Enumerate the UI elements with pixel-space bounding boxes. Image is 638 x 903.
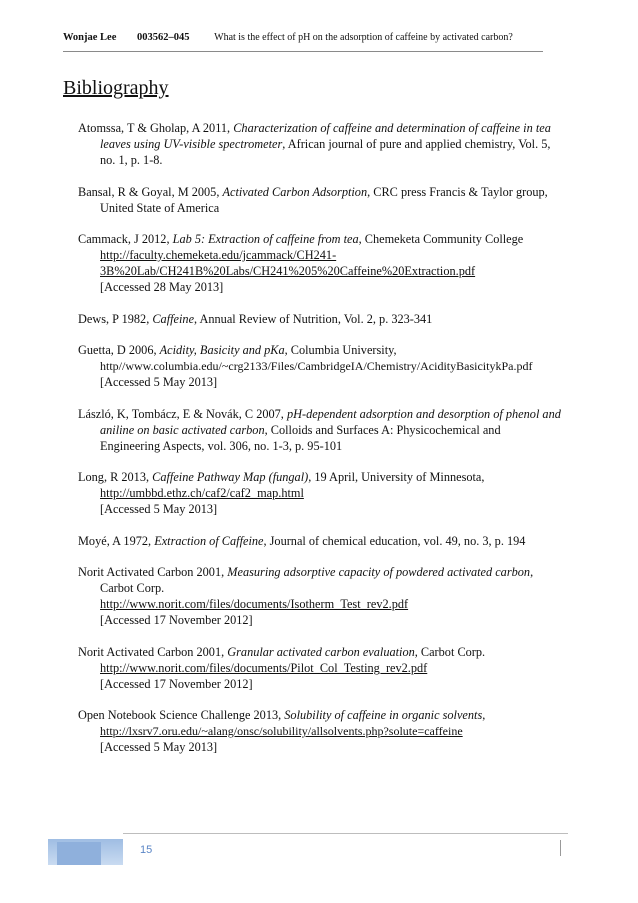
reference-accessed: [Accessed 28 May 2013] bbox=[100, 280, 224, 294]
reference-details: , Columbia University, bbox=[284, 343, 397, 357]
reference-link[interactable]: http://www.norit.com/files/documents/Isotherm_Test_rev2.pdf bbox=[100, 597, 409, 611]
reference-entry bbox=[78, 184, 563, 216]
reference-entry bbox=[78, 311, 563, 327]
reference-title: Characterization of caffeine and determination of caffeine in tea leaves using UV-visible spectrometer bbox=[100, 121, 551, 151]
reference-entry bbox=[78, 564, 563, 628]
header-author: Wonjae Lee bbox=[63, 32, 117, 43]
reference-entry bbox=[78, 644, 563, 692]
reference-accessed: [Accessed 5 May 2013] bbox=[100, 502, 218, 516]
reference-details: , CRC press Francis & Taylor group, United State of America bbox=[100, 184, 548, 215]
reference-details: , African journal of pure and applied chemistry, Vol. 5, no. 1, p. 1-8. bbox=[100, 137, 551, 167]
reference-details: , bbox=[482, 708, 486, 722]
reference-details: , Colloids and Surfaces A: Physicochemical and Engineering Aspects, vol. 306, no. 1-3, p. 95-101 bbox=[100, 422, 501, 453]
reference-entry bbox=[78, 469, 563, 517]
reference-link[interactable]: http://faculty.chemeketa.edu/jcammack/CH241- bbox=[100, 248, 337, 262]
reference-entry bbox=[78, 533, 563, 549]
reference-author: Guetta, D 2006, bbox=[78, 343, 157, 357]
reference-author: Cammack, J 2012, bbox=[78, 232, 170, 246]
reference-author: László, K, Tombácz, E & Novák, C 2007, bbox=[78, 406, 284, 421]
reference-entry bbox=[78, 342, 563, 390]
reference-author: Moyé, A 1972, bbox=[78, 533, 152, 548]
reference-entry bbox=[78, 231, 563, 295]
footer-decoration bbox=[48, 839, 123, 865]
reference-details: , Chemeketa Community College bbox=[358, 232, 524, 246]
header-divider bbox=[63, 51, 543, 52]
header-candidate-number: 003562–045 bbox=[137, 32, 190, 43]
page-title: Bibliography bbox=[63, 77, 169, 99]
reference-details: , Journal of chemical education, vol. 49, no. 3, p. 194 bbox=[263, 533, 526, 548]
bibliography-list bbox=[78, 120, 563, 771]
reference-accessed: [Accessed 5 May 2013] bbox=[100, 740, 218, 754]
reference-link[interactable]: http://umbbd.ethz.ch/caf2/caf2_map.html bbox=[100, 486, 304, 500]
reference-title: Lab 5: Extraction of caffeine from tea bbox=[172, 232, 359, 246]
header-essay-title: What is the effect of pH on the adsorption of caffeine by activated carbon? bbox=[214, 32, 513, 43]
reference-title: Caffeine Pathway Map (fungal) bbox=[152, 470, 309, 484]
reference-entry bbox=[78, 120, 563, 168]
reference-accessed: [Accessed 17 November 2012] bbox=[100, 613, 253, 627]
reference-accessed: [Accessed 17 November 2012] bbox=[100, 676, 253, 691]
reference-details: , Annual Review of Nutrition, Vol. 2, p. 323-341 bbox=[194, 311, 433, 326]
reference-author: Dews, P 1982, bbox=[78, 311, 150, 326]
reference-author: Norit Activated Carbon 2001, bbox=[78, 644, 225, 659]
footer-marker bbox=[560, 840, 561, 856]
reference-author: Long, R 2013, bbox=[78, 470, 150, 484]
reference-title: Granular activated carbon evaluation bbox=[227, 644, 415, 659]
reference-entry bbox=[78, 707, 563, 755]
reference-url-text: http//www.columbia.edu/~crg2133/Files/CambridgeIA/Chemistry/AcidityBasicitykPa.pdf bbox=[100, 359, 533, 373]
footer-divider bbox=[123, 833, 568, 834]
reference-link[interactable]: 3B%20Lab/CH241B%20Labs/CH241%205%20Caffeine%20Extraction.pdf bbox=[100, 264, 476, 278]
reference-link[interactable]: http://lxsrv7.oru.edu/~alang/onsc/solubility/allsolvents.php?solute=caffeine bbox=[100, 724, 463, 738]
reference-author: Norit Activated Carbon 2001, bbox=[78, 565, 225, 579]
reference-details: , 19 April, University of Minnesota, bbox=[308, 470, 485, 484]
reference-entry bbox=[78, 406, 563, 454]
reference-link[interactable]: http://www.norit.com/files/documents/Pilot_Col_Testing_rev2.pdf bbox=[100, 660, 428, 675]
reference-title: Acidity, Basicity and pKa bbox=[159, 343, 285, 357]
reference-author: Bansal, R & Goyal, M 2005, bbox=[78, 184, 220, 199]
reference-title: Activated Carbon Adsorption bbox=[222, 184, 368, 199]
reference-details: , bbox=[530, 565, 534, 579]
reference-title: Extraction of Caffeine bbox=[154, 533, 264, 548]
reference-title: pH-dependent adsorption and desorption of phenol and aniline on basic activated carbon bbox=[100, 406, 561, 437]
reference-accessed: [Accessed 5 May 2013] bbox=[100, 375, 218, 389]
page-number: 15 bbox=[140, 844, 153, 856]
reference-title: Measuring adsorptive capacity of powdered activated carbon bbox=[227, 565, 531, 579]
running-header bbox=[63, 32, 563, 43]
reference-publisher: Carbot Corp. bbox=[100, 581, 165, 595]
reference-details: , Carbot Corp. bbox=[414, 644, 486, 659]
reference-author: Open Notebook Science Challenge 2013, bbox=[78, 708, 282, 722]
reference-title: Solubility of caffeine in organic solvents bbox=[284, 708, 483, 722]
reference-title: Caffeine bbox=[152, 311, 195, 326]
reference-author: Atomssa, T & Gholap, A 2011, bbox=[78, 121, 231, 135]
